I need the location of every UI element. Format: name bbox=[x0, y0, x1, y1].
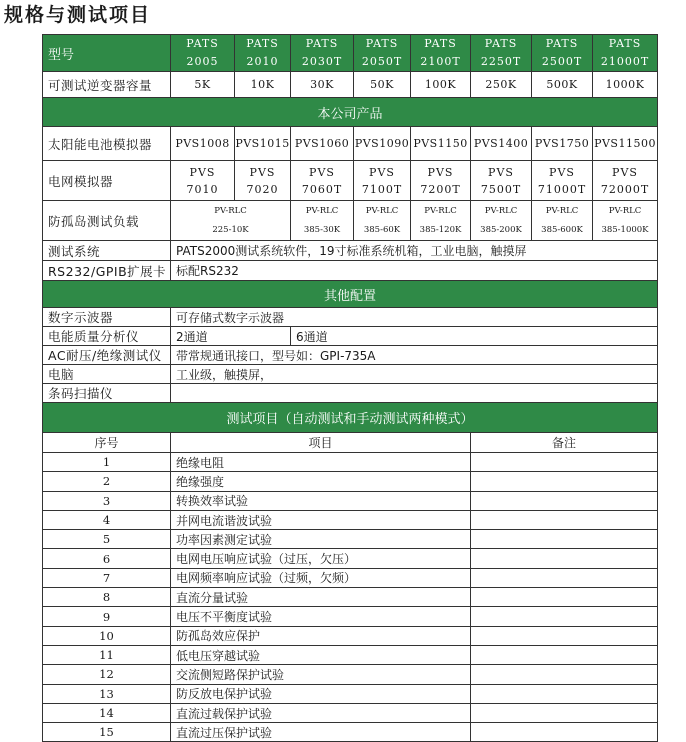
table-row bbox=[43, 645, 658, 664]
test-remark bbox=[471, 588, 658, 607]
power-analyzer-value-a: 2通道 bbox=[171, 327, 291, 346]
test-item: 低电压穿越试验 bbox=[171, 645, 471, 664]
table-row bbox=[43, 723, 658, 742]
model-label: 型号 bbox=[43, 35, 171, 72]
test-item: 直流过压保护试验 bbox=[171, 723, 471, 742]
section-other-row bbox=[43, 281, 658, 308]
table-row bbox=[43, 588, 658, 607]
oscilloscope-value: 可存储式数字示波器 bbox=[171, 308, 658, 327]
test-remark bbox=[471, 453, 658, 472]
header-row bbox=[43, 35, 658, 72]
test-item: 电网频率响应试验（过频，欠频） bbox=[171, 568, 471, 587]
solar-simulator-label: 太阳能电池模拟器 bbox=[43, 127, 171, 161]
test-no: 3 bbox=[43, 491, 171, 510]
test-no: 7 bbox=[43, 568, 171, 587]
solar-simulator-value: PVS1060 bbox=[291, 127, 354, 161]
test-remark bbox=[471, 723, 658, 742]
section-other-title: 其他配置 bbox=[43, 281, 658, 308]
anti-islanding-value: PV-RLC 225-10K bbox=[171, 201, 291, 241]
anti-islanding-value: PV-RLC 385-600K bbox=[532, 201, 593, 241]
test-remark bbox=[471, 684, 658, 703]
table-row bbox=[43, 491, 658, 510]
test-item: 并网电流谐波试验 bbox=[171, 510, 471, 529]
table-row bbox=[43, 607, 658, 626]
anti-islanding-value: PV-RLC 385-120K bbox=[411, 201, 471, 241]
test-item: 电网电压响应试验（过压，欠压） bbox=[171, 549, 471, 568]
grid-simulator-value: PVS 72000T bbox=[593, 161, 658, 201]
section-tests-row bbox=[43, 403, 658, 433]
test-no: 5 bbox=[43, 530, 171, 549]
ac-tester-label: AC耐压/绝缘测试仪 bbox=[43, 346, 171, 365]
test-remark bbox=[471, 665, 658, 684]
model-cell: PATS 21000T bbox=[593, 35, 658, 72]
table-row bbox=[43, 510, 658, 529]
test-no-header: 序号 bbox=[43, 433, 171, 453]
grid-simulator-row bbox=[43, 161, 658, 201]
anti-islanding-value: PV-RLC 385-60K bbox=[354, 201, 411, 241]
anti-islanding-row bbox=[43, 201, 658, 241]
section-products-row bbox=[43, 98, 658, 127]
oscilloscope-row bbox=[43, 308, 658, 327]
solar-simulator-value: PVS1090 bbox=[354, 127, 411, 161]
spec-table bbox=[42, 34, 658, 742]
power-analyzer-label: 电能质量分析仪 bbox=[43, 327, 171, 346]
power-analyzer-row bbox=[43, 327, 658, 346]
model-cell: PATS 2050T bbox=[354, 35, 411, 72]
model-cell: PATS 2250T bbox=[471, 35, 532, 72]
test-remark bbox=[471, 645, 658, 664]
test-remark bbox=[471, 703, 658, 722]
table-row bbox=[43, 665, 658, 684]
test-item: 功率因素测定试验 bbox=[171, 530, 471, 549]
table-row bbox=[43, 530, 658, 549]
test-no: 9 bbox=[43, 607, 171, 626]
grid-simulator-value: PVS 7200T bbox=[411, 161, 471, 201]
test-system-value: PATS2000测试系统软件，19寸标准系统机箱，工业电脑，触摸屏 bbox=[171, 241, 658, 261]
rs232-value: 标配RS232 bbox=[171, 261, 658, 281]
test-no: 15 bbox=[43, 723, 171, 742]
test-remark bbox=[471, 607, 658, 626]
solar-simulator-value: PVS11500 bbox=[593, 127, 658, 161]
table-row bbox=[43, 453, 658, 472]
computer-row bbox=[43, 365, 658, 384]
table-row bbox=[43, 703, 658, 722]
rs232-label: RS232/GPIB扩展卡 bbox=[43, 261, 171, 281]
solar-simulator-value: PVS1750 bbox=[532, 127, 593, 161]
capacity-value: 1000K bbox=[593, 72, 658, 98]
grid-simulator-value: PVS 71000T bbox=[532, 161, 593, 201]
grid-simulator-value: PVS 7060T bbox=[291, 161, 354, 201]
test-remark bbox=[471, 626, 658, 645]
test-item: 电压不平衡度试验 bbox=[171, 607, 471, 626]
table-row bbox=[43, 549, 658, 568]
test-item: 绝缘强度 bbox=[171, 472, 471, 491]
test-item-header: 项目 bbox=[171, 433, 471, 453]
anti-islanding-value: PV-RLC 385-200K bbox=[471, 201, 532, 241]
grid-simulator-value: PVS 7020 bbox=[235, 161, 291, 201]
model-cell: PATS 2005 bbox=[171, 35, 235, 72]
section-tests-title: 测试项目（自动测试和手动测试两种模式） bbox=[43, 403, 658, 433]
test-item: 防反放电保护试验 bbox=[171, 684, 471, 703]
rs232-row bbox=[43, 261, 658, 281]
test-no: 8 bbox=[43, 588, 171, 607]
model-cell: PATS 2030T bbox=[291, 35, 354, 72]
grid-simulator-label: 电网模拟器 bbox=[43, 161, 171, 201]
capacity-value: 30K bbox=[291, 72, 354, 98]
test-remark bbox=[471, 491, 658, 510]
computer-label: 电脑 bbox=[43, 365, 171, 384]
table-row bbox=[43, 626, 658, 645]
solar-simulator-value: PVS1400 bbox=[471, 127, 532, 161]
capacity-label: 可测试逆变器容量 bbox=[43, 72, 171, 98]
table-row bbox=[43, 472, 658, 491]
model-cell: PATS 2010 bbox=[235, 35, 291, 72]
test-remark bbox=[471, 530, 658, 549]
model-cell: PATS 2100T bbox=[411, 35, 471, 72]
barcode-row bbox=[43, 384, 658, 403]
solar-simulator-value: PVS1150 bbox=[411, 127, 471, 161]
model-cell: PATS 2500T bbox=[532, 35, 593, 72]
test-no: 11 bbox=[43, 645, 171, 664]
solar-simulator-value: PVS1008 bbox=[171, 127, 235, 161]
ac-tester-value: 带常规通讯接口，型号如：GPI-735A bbox=[171, 346, 658, 365]
grid-simulator-value: PVS 7010 bbox=[171, 161, 235, 201]
test-no: 6 bbox=[43, 549, 171, 568]
capacity-value: 500K bbox=[532, 72, 593, 98]
computer-value: 工业级，触摸屏， bbox=[171, 365, 658, 384]
test-remark bbox=[471, 568, 658, 587]
test-system-label: 测试系统 bbox=[43, 241, 171, 261]
anti-islanding-value: PV-RLC 385-1000K bbox=[593, 201, 658, 241]
test-remark-header: 备注 bbox=[471, 433, 658, 453]
test-item: 直流分量试验 bbox=[171, 588, 471, 607]
test-remark bbox=[471, 510, 658, 529]
test-item: 防孤岛效应保护 bbox=[171, 626, 471, 645]
test-remark bbox=[471, 549, 658, 568]
capacity-value: 50K bbox=[354, 72, 411, 98]
test-item: 绝缘电阻 bbox=[171, 453, 471, 472]
test-item: 转换效率试验 bbox=[171, 491, 471, 510]
test-item: 交流侧短路保护试验 bbox=[171, 665, 471, 684]
capacity-value: 100K bbox=[411, 72, 471, 98]
section-products-title: 本公司产品 bbox=[43, 98, 658, 127]
test-system-row bbox=[43, 241, 658, 261]
capacity-row bbox=[43, 72, 658, 98]
test-no: 1 bbox=[43, 453, 171, 472]
test-no: 12 bbox=[43, 665, 171, 684]
page-title: 规格与测试项目 bbox=[4, 4, 152, 26]
grid-simulator-value: PVS 7500T bbox=[471, 161, 532, 201]
grid-simulator-value: PVS 7100T bbox=[354, 161, 411, 201]
table-row bbox=[43, 684, 658, 703]
ac-tester-row bbox=[43, 346, 658, 365]
test-no: 10 bbox=[43, 626, 171, 645]
power-analyzer-value-b: 6通道 bbox=[291, 327, 658, 346]
test-no: 4 bbox=[43, 510, 171, 529]
barcode-value bbox=[171, 384, 658, 403]
capacity-value: 10K bbox=[235, 72, 291, 98]
capacity-value: 250K bbox=[471, 72, 532, 98]
test-no: 2 bbox=[43, 472, 171, 491]
solar-simulator-row bbox=[43, 127, 658, 161]
test-remark bbox=[471, 472, 658, 491]
test-header-row bbox=[43, 433, 658, 453]
test-items-list bbox=[43, 453, 658, 742]
anti-islanding-label: 防孤岛测试负载 bbox=[43, 201, 171, 241]
barcode-label: 条码扫描仪 bbox=[43, 384, 171, 403]
test-no: 13 bbox=[43, 684, 171, 703]
test-item: 直流过载保护试验 bbox=[171, 703, 471, 722]
solar-simulator-value: PVS1015 bbox=[235, 127, 291, 161]
anti-islanding-value: PV-RLC 385-30K bbox=[291, 201, 354, 241]
test-no: 14 bbox=[43, 703, 171, 722]
oscilloscope-label: 数字示波器 bbox=[43, 308, 171, 327]
table-row bbox=[43, 568, 658, 587]
capacity-value: 5K bbox=[171, 72, 235, 98]
